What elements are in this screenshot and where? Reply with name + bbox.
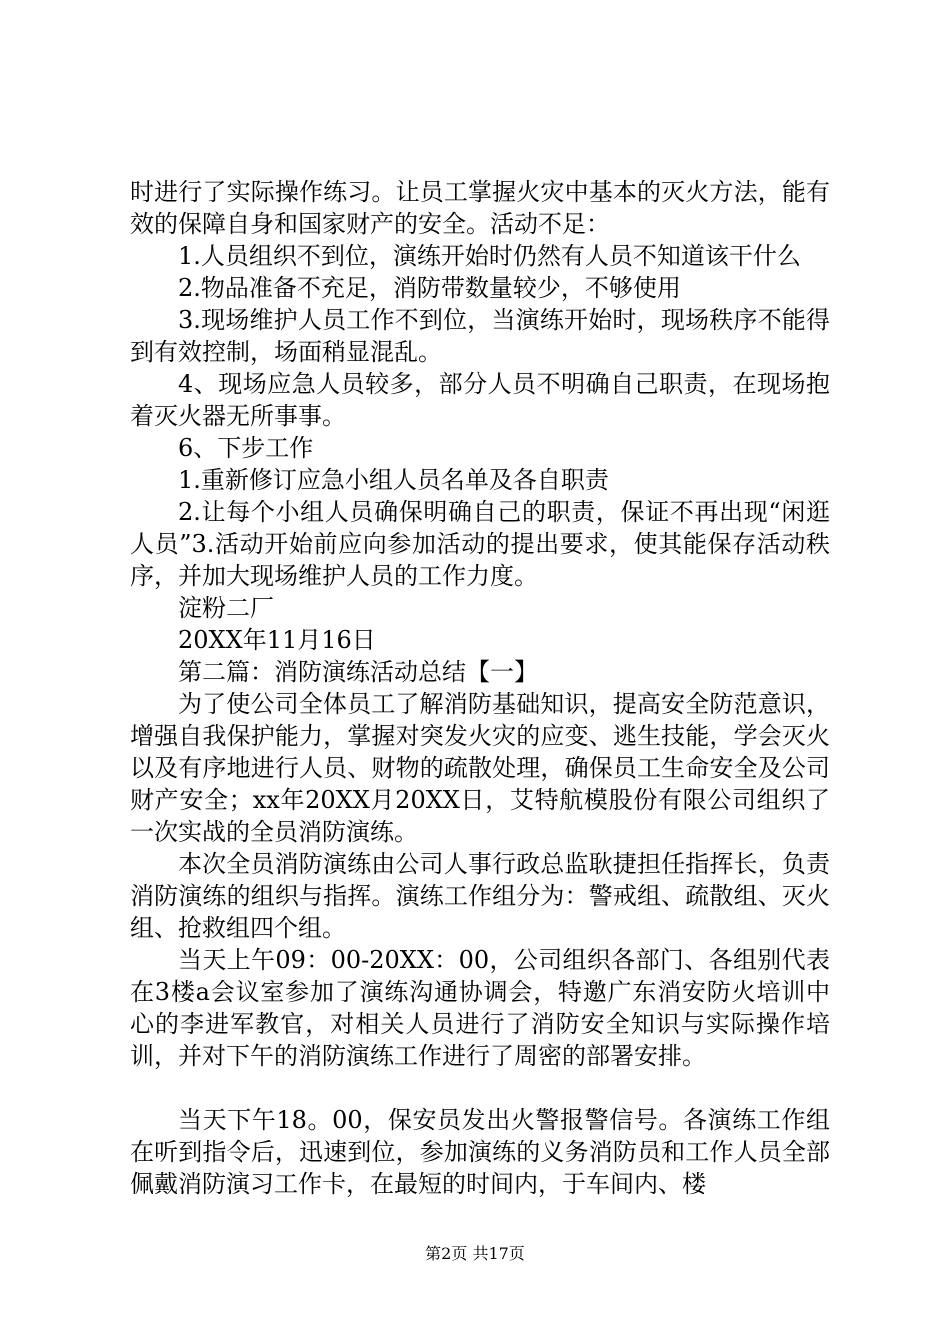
shortcoming-item-3: 3.现场维护人员工作不到位，当演练开始时，现场秩序不能得到有效控制，场面稍显混乱。	[130, 306, 830, 366]
chapter-heading: 第二篇：消防演练活动总结【一】	[178, 658, 538, 686]
signature-date: 20XX年11月16日	[178, 626, 376, 654]
paragraph-continuation: 时进行了实际操作练习。让员工掌握火灾中基本的灭火方法，能有效的保障自身和国家财产的安全。活动不足：	[130, 178, 830, 238]
shortcoming-item-4: 4、现场应急人员较多，部分人员不明确自己职责，在现场抱着灭火器无所事事。	[130, 370, 830, 430]
shortcoming-item-2: 2.物品准备不充足，消防带数量较少，不够使用	[178, 274, 681, 302]
paragraph-organization: 本次全员消防演练由公司人事行政总监耿捷担任指挥长，负责消防演练的组织与指挥。演练工作组分为：警戒组、疏散组、灭火组、抢救组四个组。	[130, 850, 830, 942]
section-heading-next-steps: 6、下步工作	[178, 434, 314, 462]
paragraph-morning: 当天上午09：00-20XX：00，公司组织各部门、各组别代表在3楼a会议室参加了演练沟通协调会，特邀广东消安防火培训中心的李进军教官，对相关人员进行了消防安全知识与实际操作培训，并对下午的消防演练工作进行了周密的部署安排。	[130, 946, 830, 1070]
document-body	[130, 176, 830, 1200]
page-number-footer: 第2页 共17页	[425, 1244, 525, 1263]
signature-organization: 淀粉二厂	[178, 594, 274, 622]
shortcoming-item-1: 1.人员组织不到位，演练开始时仍然有人员不知道该干什么	[178, 242, 801, 270]
next-step-item-2: 2.让每个小组人员确保明确自己的职责，保证不再出现“闲逛人员”3.活动开始前应向参加活动的提出要求，使其能保存活动秩序，并加大现场维护人员的工作力度。	[130, 498, 830, 590]
paragraph-purpose: 为了使公司全体员工了解消防基础知识，提高安全防范意识，增强自我保护能力，掌握对突发火灾的应变、逃生技能，学会灭火以及有序地进行人员、财物的疏散处理，确保员工生命安全及公司财产安全；xx年20XX月20XX日，艾特航模股份有限公司组织了一次实战的全员消防演练。	[130, 690, 830, 846]
paragraph-afternoon: 当天下午18。00，保安员发出火警报警信号。各演练工作组在听到指令后，迅速到位，参加演练的义务消防员和工作人员全部佩戴消防演习工作卡，在最短的时间内，于车间内、楼	[130, 1106, 830, 1198]
next-step-item-1: 1.重新修订应急小组人员名单及各自职责	[178, 466, 609, 494]
paragraph-spacer	[130, 1072, 830, 1104]
